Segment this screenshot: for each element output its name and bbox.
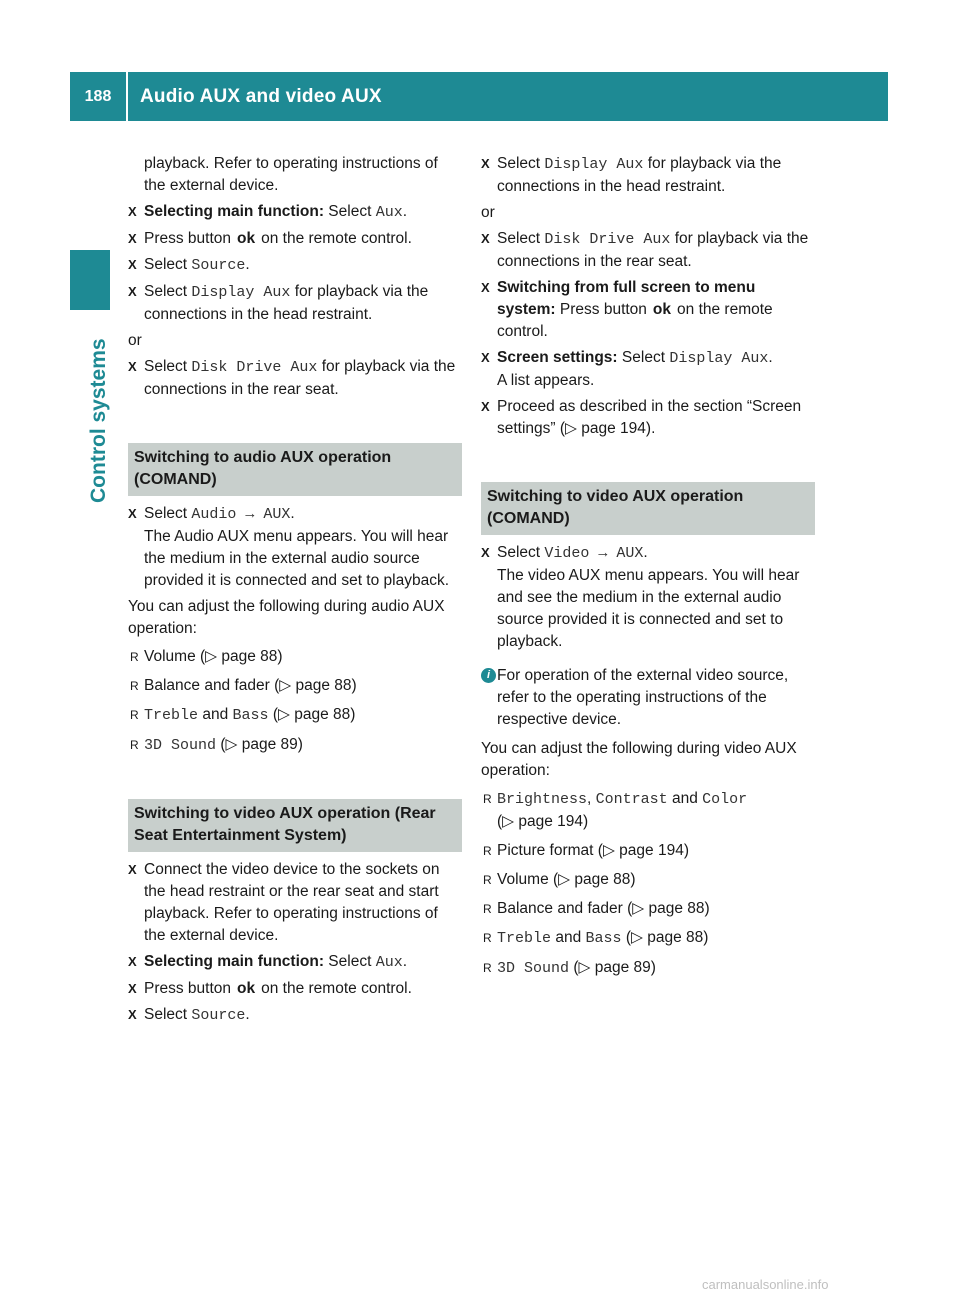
watermark-text: carmanualsonline.info (702, 1277, 829, 1292)
item-mono: 3D Sound (144, 737, 217, 754)
item-mono: 3D Sound (497, 960, 570, 977)
step-text: The Audio AUX menu appears. You will hear the medium in the external audio source provided it is connected and set to playback. (144, 528, 450, 589)
step-text: A list appears. (497, 372, 595, 389)
step-item (481, 153, 815, 198)
step-item (128, 978, 462, 1000)
page-title: Audio AUX and video AUX (140, 86, 382, 107)
page-header (70, 72, 888, 121)
or-text: or (481, 204, 495, 221)
left-column (128, 153, 462, 1031)
step-item (128, 201, 462, 224)
item-mono: Brightness (497, 791, 588, 808)
step-text: Select (144, 358, 192, 375)
step-text: Select (617, 349, 670, 366)
ok-button-icon: ok (237, 230, 256, 247)
step-text: for playback via the connections in the rear seat. (497, 230, 809, 270)
item-text: and (198, 706, 233, 723)
step-text: Select (144, 256, 192, 273)
section-heading: Switching to video AUX operation (Rear Seat Entertainment System) (128, 799, 462, 852)
side-tab-block (70, 250, 110, 310)
step-text: Press button (555, 301, 647, 318)
item-text: (▷ page 89) (569, 959, 656, 976)
step-end: . (643, 544, 648, 561)
step-item (481, 228, 815, 273)
step-end: . (402, 953, 408, 970)
list-item (128, 704, 462, 727)
step-text: Press button (144, 980, 232, 997)
step-item (128, 1004, 462, 1027)
step-mono: Aux (375, 204, 403, 221)
step-end: . (290, 505, 295, 522)
step-end: . (245, 256, 250, 273)
item-text: (▷ page 88) (621, 929, 709, 946)
paragraph: You can adjust the following during video AUX operation: (481, 740, 797, 779)
step-mono: Source (191, 1007, 246, 1024)
side-tab-text: Control systems (87, 338, 110, 503)
info-text: For operation of the external video source, refer to the operating instructions of the respective device. (497, 667, 789, 728)
step-mono: Display Aux (544, 156, 644, 173)
step-text: Select (323, 203, 376, 220)
step-mono: Source (191, 257, 246, 274)
item-text: and (551, 929, 586, 946)
item-mono: Bass (232, 707, 269, 724)
item-text: , (587, 790, 596, 807)
step-item (481, 542, 815, 653)
step-bold: Screen settings: (497, 349, 618, 366)
step-mono: Audio → AUX (191, 506, 291, 523)
section-heading: Switching to audio AUX operation (COMAND) (128, 443, 462, 496)
step-text: Select (144, 505, 192, 522)
step-text: Select (497, 230, 545, 247)
step-text: for playback via the connections in the head restraint. (497, 155, 782, 195)
info-note (481, 665, 815, 731)
ok-button-icon: ok (237, 980, 256, 997)
step-text: Select (323, 953, 376, 970)
step-text: for playback via the connections in the head restraint. (144, 283, 429, 323)
item-text: and (667, 790, 703, 807)
step-item (128, 951, 462, 974)
list-item (481, 957, 815, 980)
step-item (128, 228, 462, 250)
step-end: . (245, 1006, 250, 1023)
step-text: Select (144, 283, 192, 300)
list-item: R Volume (▷ page 88) (481, 869, 815, 891)
step-text: Select (497, 544, 545, 561)
step-item: X Proceed as described in the section “Screen settings” (▷ page 194). (481, 396, 815, 440)
step-mono: Disk Drive Aux (544, 231, 671, 248)
step-item: X Connect the video device to the sockets on the head restraint or the rear seat and start playback. Refer to operating instructions of the external device. (128, 859, 462, 947)
ok-button-icon: ok (652, 301, 672, 318)
list-item: R Volume (▷ page 88) (128, 646, 462, 668)
step-text: for playback via the connections in the rear seat. (144, 358, 456, 398)
section-heading: Switching to video AUX operation (COMAND) (481, 482, 815, 535)
step-text: Select (497, 155, 545, 172)
continued-text: playback. Refer to operating instructions of the external device. (144, 155, 438, 194)
step-mono: Video → AUX (544, 545, 644, 562)
item-mono: Bass (585, 930, 622, 947)
step-item (128, 503, 462, 592)
step-item (481, 347, 815, 392)
header-divider (126, 72, 128, 121)
page-number: 188 (84, 87, 112, 105)
step-mono: Display Aux (191, 284, 291, 301)
step-item (128, 254, 462, 277)
step-text: Select (144, 1006, 192, 1023)
list-item (128, 734, 462, 757)
or-text: or (128, 332, 142, 349)
step-bold: Selecting main function: (144, 953, 324, 970)
item-mono: Treble (144, 707, 199, 724)
step-text: on the remote control. (261, 230, 412, 247)
item-text: (▷ page 88) (268, 706, 356, 723)
list-item: R Picture format (▷ page 194) (481, 840, 815, 862)
step-mono: Disk Drive Aux (191, 359, 318, 376)
step-end: . (402, 203, 408, 220)
step-mono: Display Aux (669, 350, 769, 367)
step-end: . (768, 349, 773, 366)
item-mono: Treble (497, 930, 552, 947)
list-item (481, 788, 815, 833)
info-icon: i (481, 668, 496, 683)
step-item (128, 356, 462, 401)
step-text: on the remote control. (497, 301, 773, 340)
item-mono: Contrast (595, 791, 668, 808)
step-item (128, 281, 462, 326)
list-item: R Balance and fader (▷ page 88) (481, 898, 815, 920)
right-column (481, 153, 815, 987)
step-mono: Aux (375, 954, 403, 971)
step-text: on the remote control. (261, 980, 412, 997)
paragraph: You can adjust the following during audio AUX operation: (128, 598, 445, 637)
item-text: (▷ page 194) (497, 813, 589, 830)
side-tab-label (84, 313, 116, 503)
list-item: R Balance and fader (▷ page 88) (128, 675, 462, 697)
step-bold: Selecting main function: (144, 203, 324, 220)
step-text: Press button (144, 230, 232, 247)
item-mono: Color (702, 791, 748, 808)
step-bold: Switching from full screen to menu system: (497, 279, 756, 318)
item-text: (▷ page 89) (216, 736, 303, 753)
list-item (481, 927, 815, 950)
step-item (481, 277, 815, 343)
step-text: The video AUX menu appears. You will hear and see the medium in the external audio source provided it is connected and set to playback. (497, 567, 800, 650)
